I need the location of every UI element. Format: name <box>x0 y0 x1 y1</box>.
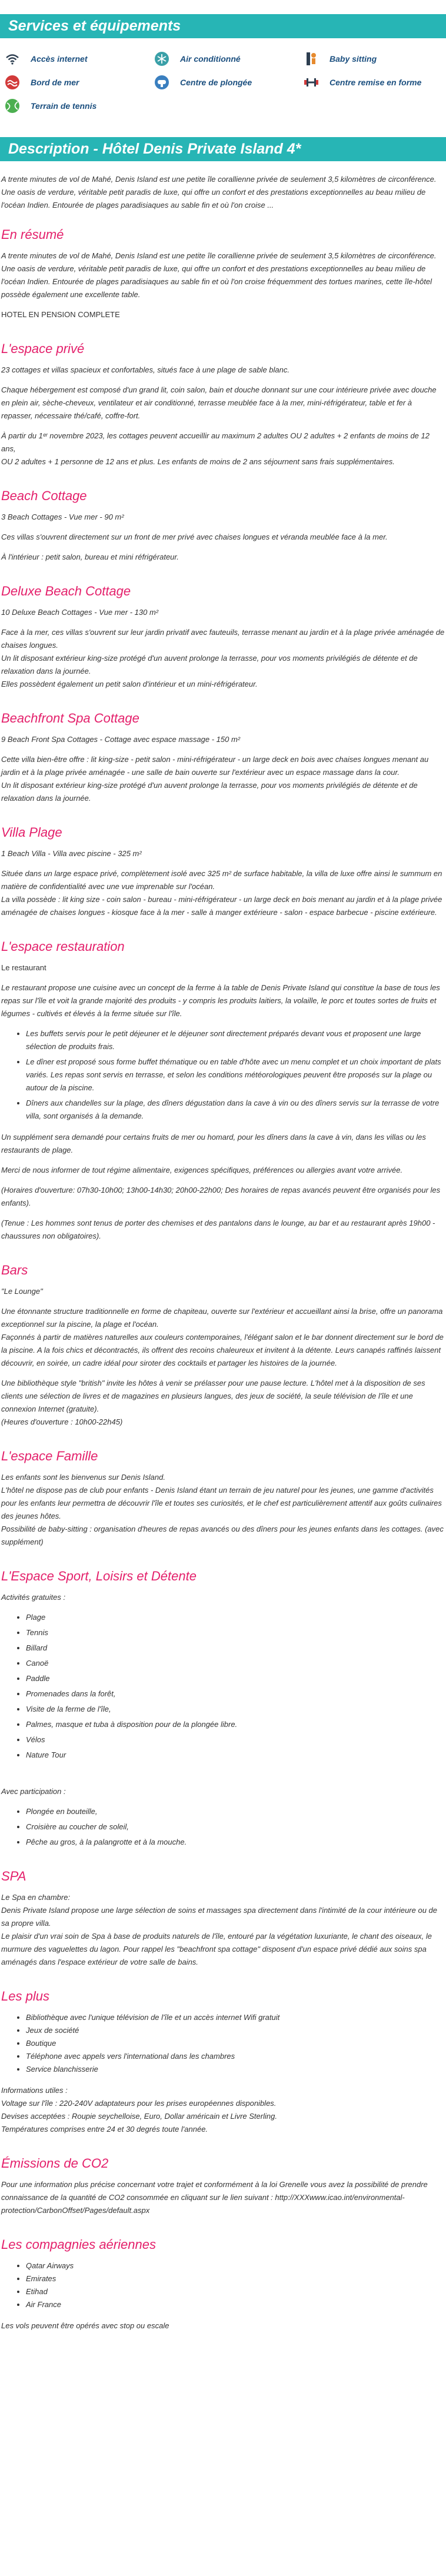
sport-free-list <box>1 1611 445 1762</box>
service-fitness <box>304 75 446 90</box>
prive-paragraph-1: 23 cottages et villas spacieux et confortables, situés face à une plage de sable blanc. <box>1 365 289 374</box>
bars-lounge-name: "Le Lounge" <box>1 1287 43 1296</box>
section-title-restauration: L'espace restauration <box>1 939 125 954</box>
list-item: • Le dîner est proposé sous forme buffet thématique ou en table d'hôte avec un menu complet et un choix important de plats variés. Les repas sont servis en terrasse, et selon les conditions météorologiques peuvent être proposés sur la plage ou autour de la piscine. <box>26 1056 445 1094</box>
list-item: • Etihad <box>26 2285 445 2298</box>
beach-paragraph-3: À l'intérieur : petit salon, bureau et mini réfrigérateur. <box>1 553 179 561</box>
section-title-spa-cottage: Beachfront Spa Cottage <box>1 711 139 725</box>
service-diving-center <box>154 75 304 90</box>
list-item: • Jeux de société <box>26 2024 445 2037</box>
service-baby-sitting <box>304 51 446 66</box>
wifi-icon <box>5 51 20 66</box>
list-item: • Bibliothèque avec l'unique télévision de l'île et un accès internet Wifi gratuit <box>26 2011 445 2024</box>
service-label: Accès internet <box>31 54 88 64</box>
list-item: • Dîners aux chandelles sur la plage, des dîners dégustation dans la cave à vin ou des dîners servis sur la terrasse de votre villa, sont organisés à la demande. <box>26 1097 445 1123</box>
compagnies-note: Les vols peuvent être opérés avec stop ou escale <box>1 2321 169 2330</box>
deluxe-paragraph-1: 10 Deluxe Beach Cottages - Vue mer - 130 m² <box>1 608 159 617</box>
tennis-icon <box>5 98 20 114</box>
bars-paragraph-4: Une bibliothèque style "british" invite les hôtes à venir se prélasser pour une pause lecture. L'hôtel met à la disposition de ses clients une sélection de livres et de magazines en plusieurs langues, des jeux de société, la seule télévision de l'île et une connexion Internet (gratuite). <box>1 1379 425 1413</box>
page <box>0 14 446 2357</box>
section-title-sport: L'Espace Sport, Loisirs et Détente <box>1 1569 197 1583</box>
service-air-conditioning <box>154 51 304 66</box>
list-item: • Vélos <box>26 1733 445 1746</box>
beach-paragraph-1: 3 Beach Cottages - Vue mer - 90 m² <box>1 512 124 521</box>
section-title-compagnies: Les compagnies aériennes <box>1 2237 156 2252</box>
service-label: Air conditionné <box>180 54 241 64</box>
section-title-deluxe: Deluxe Beach Cottage <box>1 584 131 598</box>
services-banner: Services et équipements <box>0 14 446 38</box>
service-label: Bord de mer <box>31 78 79 87</box>
plus-temperatures: Températures comprises entre 24 et 30 degrés toute l'année. <box>1 2125 208 2134</box>
pension-note: HOTEL EN PENSION COMPLETE <box>1 310 120 319</box>
list-item: • Pêche au gros, à la palangrotte et à la mouche. <box>26 1836 445 1849</box>
list-item: • Tennis <box>26 1626 445 1639</box>
famille-paragraph-3: Possibilité de baby-sitting : organisation d'heures de repas avancés ou des dîners pour les jeunes enfants dans les cottages. (avec supplément) <box>1 1525 444 1546</box>
section-title-beach-cottage: Beach Cottage <box>1 488 87 503</box>
service-label: Terrain de tennis <box>31 101 97 111</box>
list-item: • Promenades dans la forêt, <box>26 1688 445 1700</box>
section-title-spa: SPA <box>1 1869 26 1883</box>
service-internet <box>5 51 154 66</box>
section-title-prive: L'espace privé <box>1 341 85 356</box>
sport-paid-list <box>1 1805 445 1849</box>
description-banner: Description - Hôtel Denis Private Island 4* <box>0 137 446 161</box>
bars-paragraph-2: Une étonnante structure traditionnelle en forme de chapiteau, ouverte sur l'extérieur et accueillant ainsi la brise, offre un panorama exceptionnel sur la piscine, la plage et l'océan. <box>1 1307 443 1329</box>
deluxe-paragraph-2c: Elles possèdent également un petit salon d'intérieur et un mini-réfrigérateur. <box>1 680 258 688</box>
prive-paragraph-3a: À partir du 1ᵉʳ novembre 2023, les cottages peuvent accueillir au maximum 2 adultes OU 2 adultes + 2 enfants de moins de 12 ans, <box>1 431 430 453</box>
section-title-villa: Villa Plage <box>1 825 62 840</box>
list-item: • Paddle <box>26 1672 445 1685</box>
list-item: • Air France <box>26 2298 445 2311</box>
list-item: • Service blanchisserie <box>26 2063 445 2076</box>
famille-paragraph-2: L'hôtel ne dispose pas de club pour enfants - Denis Island étant un terrain de jeu naturel pour les jeunes, une gamme d'activités pour les enfants leur permettra de découvrir l'île et toutes ses curiosités, et le chef est particulièrement attentif aux goûts culinaires des jeunes hôtes. <box>1 1486 442 1520</box>
spa-cottage-paragraph-1: 9 Beach Front Spa Cottages - Cottage avec espace massage - 150 m² <box>1 735 241 744</box>
prive-paragraph-2: Chaque hébergement est composé d'un grand lit, coin salon, bain et douche donnant sur une cour intérieure privée avec douche en plein air, sèche-cheveux, ventilateur et air conditionné, terrasse meublée face à la mer, mini-réfrigérateur, table et fer à repasser, nécessaire thé/café, coffre-fort. <box>1 385 437 420</box>
section-title-bars: Bars <box>1 1263 28 1277</box>
list-item: • Croisière au coucher de soleil, <box>26 1820 445 1833</box>
service-tennis <box>5 98 154 114</box>
section-title-famille: L'espace Famille <box>1 1449 98 1463</box>
list-item: • Téléphone avec appels vers l'international dans les chambres <box>26 2050 445 2063</box>
bars-paragraph-3: Façonnés à partir de matières naturelles aux couleurs contemporaines, l'élégant salon et le bar donnent directement sur le bord de la piscine. A la fois chics et décontractés, ils offrent des recoins chaleureux et invitent à la détente. Leurs canapés raffinés laissent découvrir, en soirée, un cadre idéal pour siroter des cocktails et partager les histoires de la journée. <box>1 1333 444 1367</box>
section-title-plus: Les plus <box>1 1989 49 2003</box>
section-title-co2: Émissions de CO2 <box>1 2156 109 2171</box>
resume-paragraph: A trente minutes de vol de Mahé, Denis Island est une petite île corallienne privée de seulement 3,5 kilomètres de circonférence. Une oasis de verdure, véritable petit paradis de luxe, qui offre un confort et des prestations exceptionnelles au beau milieu de l'océan Indien. Entourée de plages paradisiaques au sable fin et où l'on croise fréquemment des tortues marines, cette île-hôtel possède également une excellente table. <box>1 251 437 299</box>
list-item: • Emirates <box>26 2272 445 2285</box>
spa-paragraph-1: Le Spa en chambre: <box>1 1893 71 1902</box>
service-label: Centre de plongée <box>180 78 252 87</box>
service-label: Baby sitting <box>329 54 377 64</box>
restaurant-dress-code: (Tenue : Les hommes sont tenus de porter des chemises et des pantalons dans le lounge, au bar et au restaurant après 19h00 - chaussures non obligatoires). <box>1 1219 435 1240</box>
spa-paragraph-3: Le plaisir d'un vrai soin de Spa à base de produits naturels de l'île, entouré par la végétation luxuriante, le chant des oiseaux, le murmure des vaguelettes du lagon. Pour rappel les "beachfront spa cottage" disposent d'un espace privé dédié aux soins spa aménagés dans l'espace extérieur de votre salle de bains. <box>1 1932 432 1966</box>
co2-paragraph: Pour une information plus précise concernant votre trajet et conformément à la loi Grenelle vous avez la possibilité de prendre connaissance de la quantité de CO2 consommée en cliquant sur le lien suivant : http://XXXwww.icao.int/environmental-protection/CarbonOffset/Pages/default.aspx <box>1 2180 428 2215</box>
bars-hours: (Heures d'ouverture : 10h00-22h45) <box>1 1417 123 1426</box>
plus-list <box>1 2011 445 2076</box>
list-item: • Plage <box>26 1611 445 1624</box>
villa-paragraph-1: 1 Beach Villa - Villa avec piscine - 325 m² <box>1 849 142 858</box>
services-grid <box>0 38 446 114</box>
restaurant-subtitle: Le restaurant <box>1 963 46 972</box>
sport-free-label: Activités gratuites : <box>1 1593 66 1602</box>
baby-icon <box>304 51 319 66</box>
list-item: • Nature Tour <box>26 1749 445 1762</box>
villa-paragraph-2a: Située dans un large espace privé, complètement isolé avec 325 m² de surface habitable, la villa de luxe offre ainsi le summum en matière de confidentialité avec une vue imprenable sur l'océan. <box>1 869 442 891</box>
spa-paragraph-2: Denis Private Island propose une large sélection de soins et massages spa directement dans l'intimité de la cour intérieure ou de sa propre villa. <box>1 1906 438 1928</box>
restaurant-paragraph: Le restaurant propose une cuisine avec un concept de la ferme à la table de Denis Private Island qui constitue la base de tous les repas sur l'île et voit la grande majorité des produits - y compris les produits laitiers, la volaille, le porc et toutes sortes de fruits et légumes - cultivés et élevés à la ferme située sur l'île. <box>1 983 440 1018</box>
service-label: Centre remise en forme <box>329 78 422 87</box>
plus-info-label: Informations utiles : <box>1 2086 68 2095</box>
restaurant-list <box>1 1027 445 1123</box>
list-item: • Canoë <box>26 1657 445 1670</box>
prive-paragraph-3b: OU 2 adultes + 1 personne de 12 ans et plus. Les enfants de moins de 2 ans séjournent sans frais supplémentaires. <box>1 457 395 466</box>
famille-paragraph-1: Les enfants sont les bienvenus sur Denis Island. <box>1 1473 165 1482</box>
list-item: • Plongée en bouteille, <box>26 1805 445 1818</box>
spa-cottage-paragraph-2a: Cette villa bien-être offre : lit king-size - petit salon - mini-réfrigérateur - un large deck en bois avec chaises longues menant au jardin et à la plage privée aménagée - une salle de bain ouverte sur l'extérieur avec un espace massage dans la cour. <box>1 755 429 777</box>
plus-currencies: Devises acceptées : Roupie seychelloise, Euro, Dollar américain et Livre Sterling. <box>1 2112 277 2121</box>
beach-paragraph-2: Ces villas s'ouvrent directement sur un front de mer privé avec chaises longues et véranda meublée face à la mer. <box>1 532 388 541</box>
list-item: • Qatar Airways <box>26 2259 445 2272</box>
spa-cottage-paragraph-2b: Un lit disposant extérieur king-size protégé d'un auvent prolonge la terrasse, pour vos moments privilégiés de détente et de relaxation dans la journée. <box>1 781 418 803</box>
sport-paid-label: Avec participation : <box>1 1787 66 1796</box>
fitness-icon <box>304 75 319 90</box>
service-seaside <box>5 75 154 90</box>
diving-icon <box>154 75 169 90</box>
deluxe-paragraph-2b: Un lit disposant extérieur king-size protégé d'un auvent prolonge la terrasse, pour vos moments privilégiés de détente et de relaxation dans la journée. <box>1 654 418 675</box>
restaurant-supplement: Un supplément sera demandé pour certains fruits de mer ou homard, pour les dîners dans la cave à vin, dans les villas ou les restaurants de plage. <box>1 1133 426 1154</box>
waves-icon <box>5 75 20 90</box>
list-item: • Boutique <box>26 2037 445 2050</box>
restaurant-hours: (Horaires d'ouverture: 07h30-10h00; 13h00-14h30; 20h00-22h00; Des horaires de repas avancés peuvent être organisés pour les enfants). <box>1 1186 441 1207</box>
description-content <box>0 161 446 2357</box>
plus-voltage: Voltage sur l'île : 220-240V adaptateurs pour les prises européennes disponibles. <box>1 2099 277 2108</box>
list-item: • Les buffets servis pour le petit déjeuner et le déjeuner sont directement préparés devant vous et proposent une large sélection de produits frais. <box>26 1027 445 1053</box>
intro-paragraph: A trente minutes de vol de Mahé, Denis Island est une petite île corallienne privée de seulement 3,5 kilomètres de circonférence. Une oasis de verdure, véritable petit paradis de luxe, qui offre un confort et des prestations exceptionnelles au beau milieu de l'océan Indien. Entourée de plages paradisiaques au sable fin et où l'on croise ... <box>1 175 437 209</box>
snowflake-icon <box>154 51 169 66</box>
list-item: • Visite de la ferme de l'île, <box>26 1703 445 1716</box>
list-item: • Palmes, masque et tuba à disposition pour de la plongée libre. <box>26 1718 445 1731</box>
deluxe-paragraph-2a: Face à la mer, ces villas s'ouvrent sur leur jardin privatif avec fauteuils, terrasse menant au jardin et à la plage privée aménagée de chaises longues. <box>1 628 445 650</box>
restaurant-diet: Merci de nous informer de tout régime alimentaire, exigences spécifiques, préférences ou allergies avant votre arrivée. <box>1 1166 403 1174</box>
villa-paragraph-2b: La villa possède : lit king size - coin salon - bureau - mini-réfrigérateur - un large deck en bois menant au jardin et à la plage privée aménagée de chaises longues - kiosque face à la mer - salle à manger extérieure - salon - espace barbecue - piscine extérieure. <box>1 895 442 917</box>
section-title-resume: En résumé <box>1 227 64 242</box>
compagnies-list <box>1 2259 445 2311</box>
list-item: • Billard <box>26 1642 445 1655</box>
